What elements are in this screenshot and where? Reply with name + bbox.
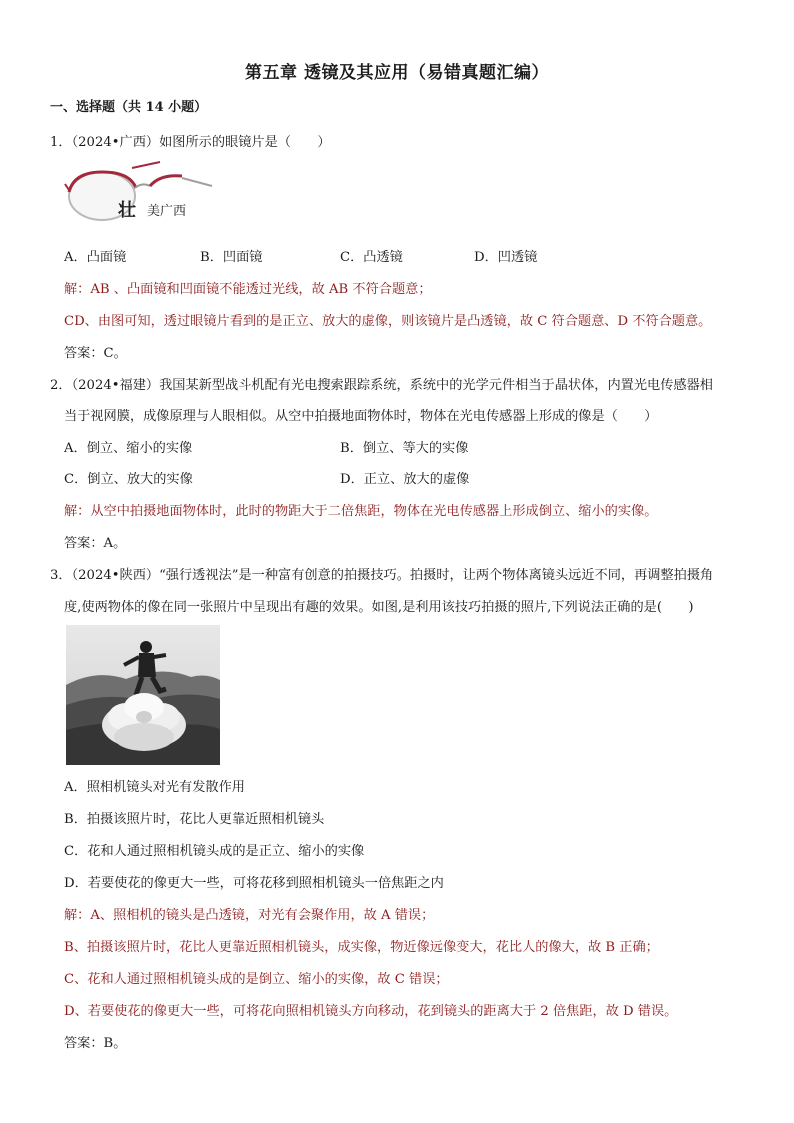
q2-option-a: A．倒立、缩小的实像 (64, 441, 193, 456)
q3-option-c: C．花和人通过照相机镜头成的是正立、缩小的实像 (64, 844, 365, 859)
q2-answer: 答案：A。 (64, 536, 127, 551)
q1-option-a: A．凸面镜 (64, 250, 127, 265)
q3-stem-line: 3．（2024•陕西）“强行透视法”是一种富有创意的拍摄技巧。拍摄时，让两个物体离镜头远近不同，再调整拍摄角 (50, 568, 714, 583)
q3-option-a: A．照相机镜头对光有发散作用 (64, 780, 245, 795)
glasses-illustration (64, 160, 214, 226)
q3-photo (66, 625, 220, 765)
q2-option-d: D．正立、放大的虚像 (340, 472, 470, 487)
q2-stem-line: 2．（2024•福建）我国某新型战斗机配有光电搜索跟踪系统，系统中的光学元件相当于晶状体，内置光电传感器相 (50, 378, 713, 393)
q1-solution-line: CD、由图可知，透过眼镜片看到的是正立、放大的虚像，则该镜片是凸透镜，故 C 符合题意、D 不符合题意。 (64, 314, 712, 329)
q2-stem-line: 当于视网膜，成像原理与人眼相似。从空中拍摄地面物体时，物体在光电传感器上形成的像是（ ） (64, 409, 658, 424)
q3-option-b: B．拍摄该照片时，花比人更靠近照相机镜头 (64, 812, 325, 827)
section-heading: 一、选择题（共 14 小题） (50, 100, 208, 115)
q1-image-seal: 壮 (118, 200, 136, 221)
forced-perspective-photo (66, 625, 220, 765)
q2-solution: 解：从空中拍摄地面物体时，此时的物距大于二倍焦距，物体在光电传感器上形成倒立、缩小的实像。 (64, 504, 658, 519)
q1-image-caption: 美广西 (147, 204, 187, 219)
q3-option-d: D．若要使花的像更大一些，可将花移到照相机镜头一倍焦距之内 (64, 876, 444, 891)
q3-solution-line: B、拍摄该照片时，花比人更靠近照相机镜头，成实像，物近像远像变大，花比人的像大，故 B 正确； (64, 940, 659, 955)
q3-solution-line: C、花和人通过照相机镜头成的是倒立、缩小的实像，故 C 错误； (64, 972, 449, 987)
q1-glasses-image (64, 160, 214, 226)
q3-solution-line: D、若要使花的像更大一些，可将花向照相机镜头方向移动，花到镜头的距离大于 2 倍焦距，故 D 错误。 (64, 1004, 678, 1019)
q1-solution-line: 解：AB 、凸面镜和凹面镜不能透过光线，故 AB 不符合题意； (64, 282, 432, 297)
q2-option-c: C．倒立、放大的实像 (64, 472, 193, 487)
q1-option-b: B．凹面镜 (200, 250, 263, 265)
q1-option-d: D．凹透镜 (474, 250, 538, 265)
page-title: 第五章 透镜及其应用（易错真题汇编） (245, 63, 549, 83)
q3-answer: 答案：B。 (64, 1036, 127, 1051)
q1-answer: 答案：C。 (64, 346, 127, 361)
q1-option-c: C．凸透镜 (340, 250, 403, 265)
q3-solution-line: 解：A、照相机的镜头是凸透镜，对光有会聚作用，故 A 错误； (64, 908, 435, 923)
q2-option-b: B．倒立、等大的实像 (340, 441, 469, 456)
q3-stem-line: 度,使两物体的像在同一张照片中呈现出有趣的效果。如图,是利用该技巧拍摄的照片,下列说法正确的是( ) (64, 600, 694, 615)
q1-stem: 1．（2024•广西）如图所示的眼镜片是（ ） (50, 135, 331, 150)
